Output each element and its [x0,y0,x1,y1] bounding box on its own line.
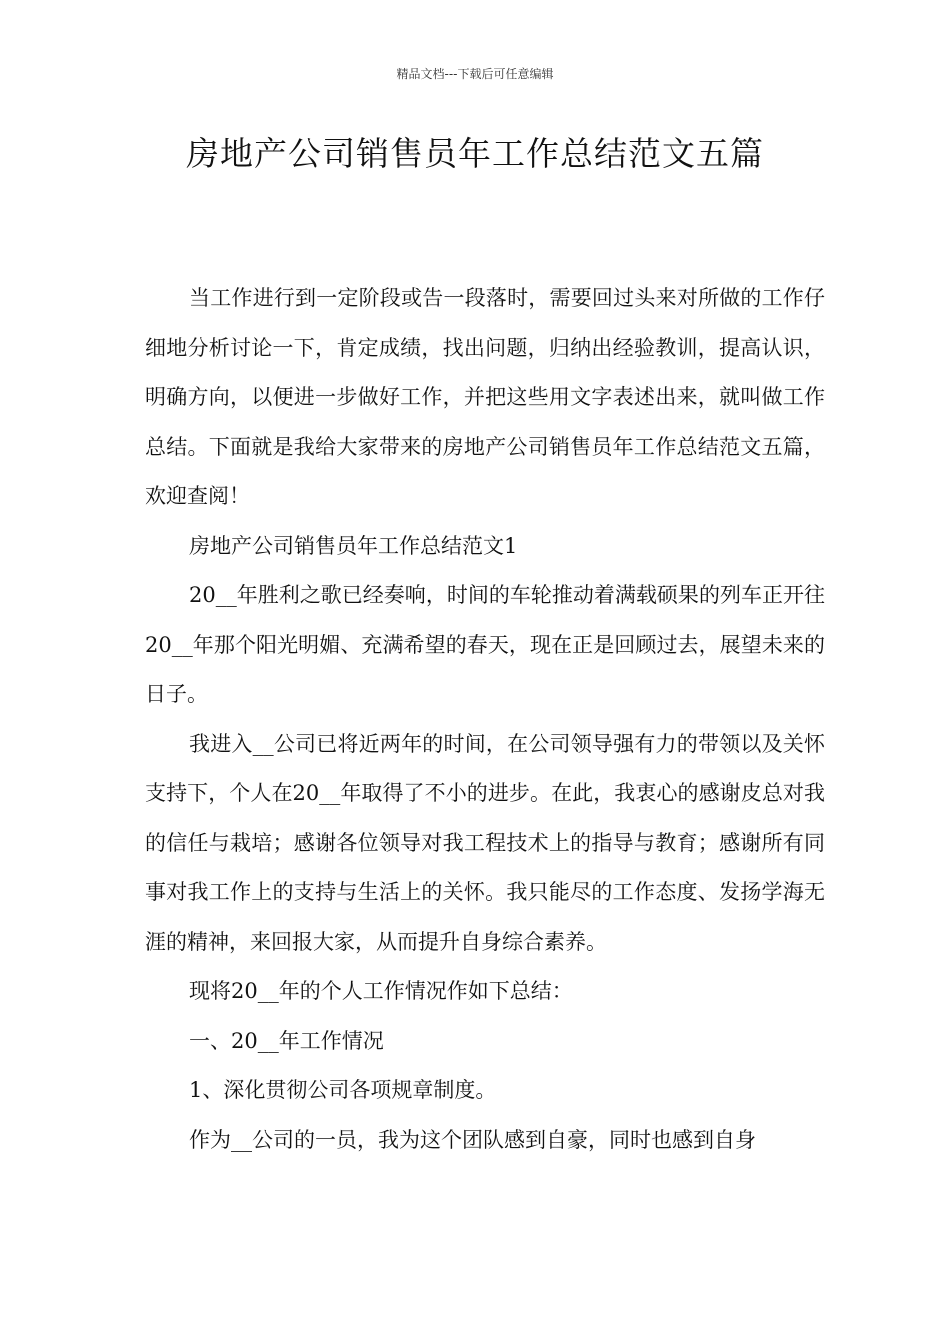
list-item: 1、深化贯彻公司各项规章制度。 [189,1078,497,1102]
document-body [145,274,825,1165]
body-paragraph: 作为__公司的一员，我为这个团队感到自豪，同时也感到自身 [189,1127,756,1152]
intro-paragraph: 当工作进行到一定阶段或告一段落时，需要回过头来对所做的工作仔细地分析讨论一下，肯定成绩，找出问题，归纳出经验教训，提高认识，明确方向，以便进一步做好工作，并把这些用文字表述出来，就叫做工作总结。下面就是我给大家带来的房地产公司销售员年工作总结范文五篇，欢迎查阅！ [145,286,825,508]
section-heading: 房地产公司销售员年工作总结范文1 [189,533,518,558]
header-note: 精品文档---下载后可任意编辑 [396,67,554,81]
body-paragraph: 20__年胜利之歌已经奏响，时间的车轮推动着满载硕果的列车正开往20__年那个阳光明媚、充满希望的春天，现在正是回顾过去，展望未来的日子。 [145,583,825,706]
body-paragraph: 现将20__年的个人工作情况作如下总结： [189,979,573,1003]
body-paragraph: 我进入__公司已将近两年的时间，在公司领导强有力的带领以及关怀支持下，个人在20__年取得了不小的进步。在此，我衷心的感谢皮总对我的信任与栽培；感谢各位领导对我工程技术上的指导与教育；感谢所有同事对我工作上的支持与生活上的关怀。我只能尽的工作态度、发扬学海无涯的精神，来回报大家，从而提升自身综合素养。 [145,731,825,954]
subsection-heading: 一、20__年工作情况 [189,1028,384,1053]
document-title: 房地产公司销售员年工作总结范文五篇 [186,134,764,173]
